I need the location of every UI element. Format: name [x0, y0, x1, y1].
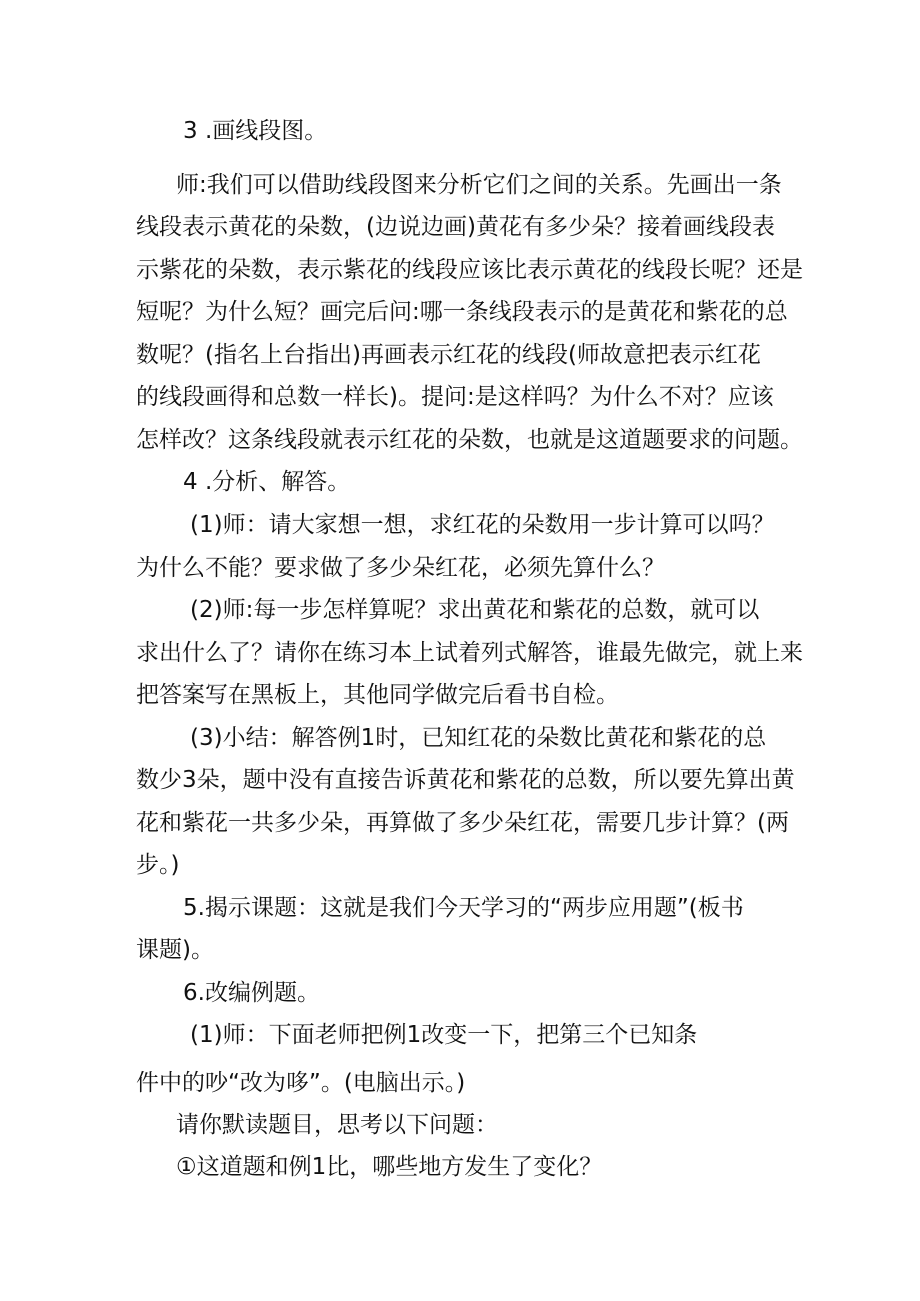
paragraph-line: 请你默读题目，思考以下问题： [176, 1112, 498, 1138]
paragraph-line: 求出什么了？请你在练习本上试着列式解答，谁最先做完，就上来 [136, 640, 803, 666]
paragraph-line: ①这道题和例1比，哪些地方发生了变化？ [176, 1154, 603, 1180]
paragraph-line: 数少3朵，题中没有直接告诉黄花和紫花的总数，所以要先算出黄 [136, 767, 795, 793]
section-5-paragraph: 5.揭示课题：这就是我们今天学习的“两步应用题”(板书 [183, 895, 744, 921]
paragraph-line: 的线段画得和总数一样长)。提问:是这样吗？为什么不对？应该 [136, 384, 774, 410]
paragraph-line: 花和紫花一共多少朵，再算做了多少朵红花，需要几步计算？(两 [136, 810, 789, 836]
paragraph-line: (3)小结：解答例1时，已知红花的朵数比黄花和紫花的总 [190, 725, 767, 751]
paragraph-line: 师:我们可以借助线段图来分析它们之间的关系。先画出一条 [176, 172, 782, 198]
paragraph-line: 线段表示黄花的朵数，(边说边画)黄花有多少朵？接着画线段表 [136, 214, 775, 240]
paragraph-line: 步。) [136, 852, 180, 878]
paragraph-line: 怎样改？这条线段就表示红花的朵数，也就是这道题要求的问题。 [136, 427, 803, 453]
section-4-heading: 4 .分析、解答。 [183, 469, 351, 495]
section-3-heading: 3 .画线段图。 [183, 118, 328, 144]
paragraph-line: 件中的吵“改为哆”。(电脑出示。) [136, 1070, 466, 1096]
paragraph-line: 为什么不能？要求做了多少朵红花，必须先算什么？ [136, 555, 665, 581]
section-6-heading: 6.改编例题。 [183, 980, 320, 1006]
paragraph-line: 数呢？(指名上台指出)再画表示红花的线段(师故意把表示红花 [136, 342, 761, 368]
paragraph-line: (1)师：请大家想一想，求红花的朵数用一步计算可以吗？ [190, 512, 775, 538]
paragraph-line: 示紫花的朵数，表示紫花的线段应该比表示黄花的线段长呢？还是 [136, 257, 803, 283]
paragraph-line: (1)师：下面老师把例1改变一下，把第三个已知条 [190, 1022, 698, 1048]
paragraph-line: 把答案写在黑板上，其他同学做完后看书自检。 [136, 682, 619, 708]
paragraph-line: (2)师:每一步怎样算呢？求出黄花和紫花的总数，就可以 [190, 597, 760, 623]
paragraph-line: 短呢？为什么短？画完后问:哪一条线段表示的是黄花和紫花的总 [136, 299, 788, 325]
paragraph-line: 课题)。 [136, 937, 214, 963]
